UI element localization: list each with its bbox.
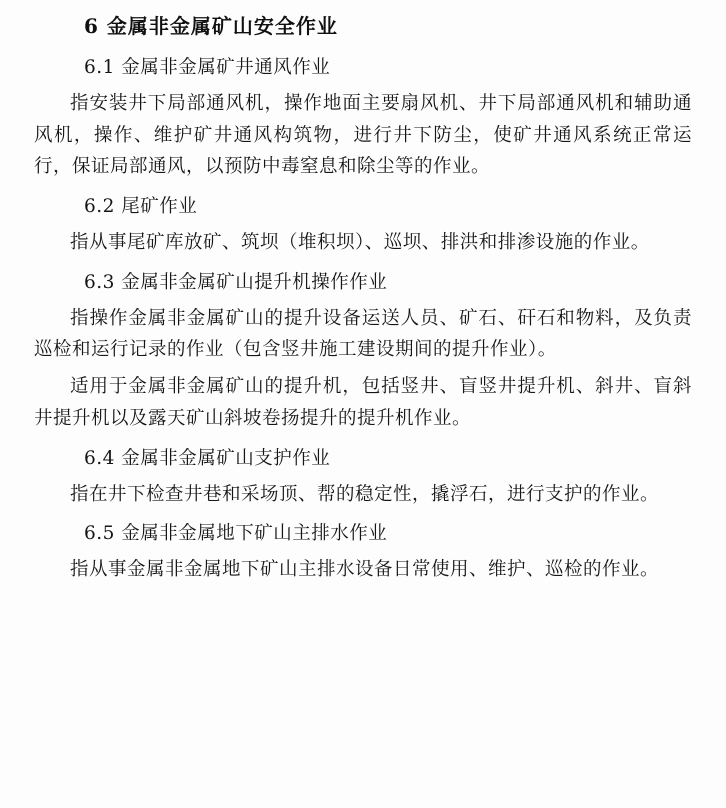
paragraph: 指从事尾矿库放矿、筑坝（堆积坝）、巡坝、排洪和排渗设施的作业。 <box>70 231 650 253</box>
paragraph: 指在井下检查井巷和采场顶、帮的稳定性，撬浮石，进行支护的作业。 <box>70 483 660 505</box>
section-6-3 <box>34 269 692 435</box>
paragraph: 指操作金属非金属矿山的提升设备运送人员、矿石、矸石和物料，及负责巡检和运行记录的作业（包含竖井施工建设期间的提升作业）。 <box>34 307 692 361</box>
section-6-1 <box>34 54 692 183</box>
page-title: 6 金属非金属矿山安全作业 <box>84 14 338 38</box>
section-6-2 <box>34 193 692 259</box>
section-6-4 <box>34 445 692 511</box>
section-heading: 6.3 金属非金属矿山提升机操作作业 <box>84 271 388 293</box>
section-heading: 6.1 金属非金属矿井通风作业 <box>84 57 331 78</box>
section-heading: 6.4 金属非金属矿山支护作业 <box>84 447 331 469</box>
section-6-5 <box>34 520 692 586</box>
paragraph: 指安装井下局部通风机，操作地面主要扇风机、井下局部通风机和辅助通风机，操作、维护矿井通风构筑物，进行井下防尘，使矿井通风系统正常运行，保证局部通风，以预防中毒窒息和除尘等的作业。 <box>34 92 692 178</box>
section-heading: 6.5 金属非金属地下矿山主排水作业 <box>84 523 388 545</box>
paragraph: 指从事金属非金属地下矿山主排水设备日常使用、维护、巡检的作业。 <box>70 559 660 581</box>
section-heading: 6.2 尾矿作业 <box>84 196 198 218</box>
paragraph: 适用于金属非金属矿山的提升机，包括竖井、盲竖井提升机、斜井、盲斜井提升机以及露天矿山斜坡卷扬提升的提升机作业。 <box>34 376 692 429</box>
